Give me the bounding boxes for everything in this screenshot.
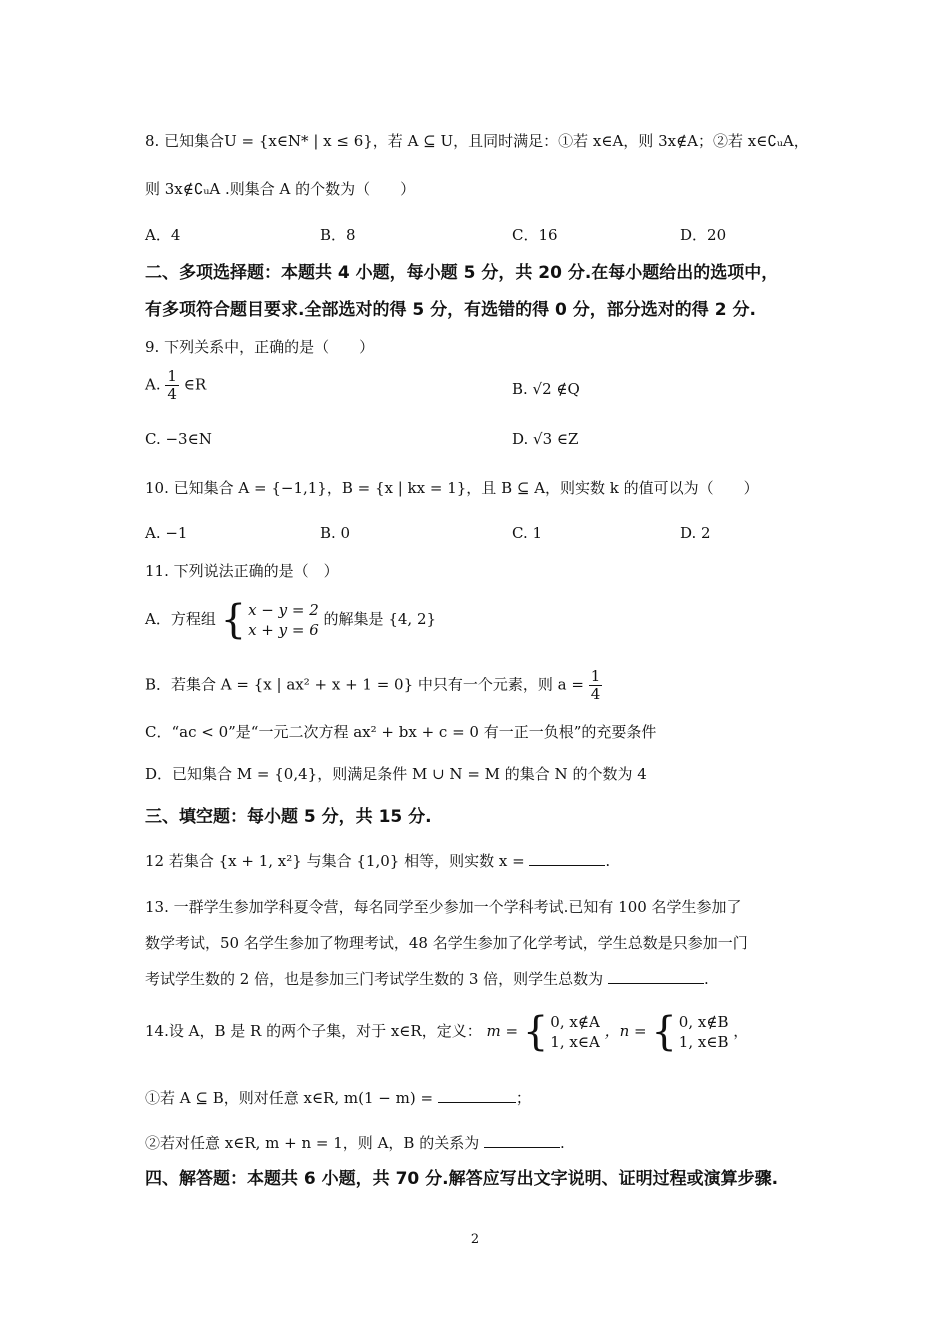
q9-option-d: D. √3 ∈Z bbox=[512, 430, 579, 448]
q9-option-c: C. −3∈N bbox=[145, 430, 212, 448]
q9-stem: 9. 下列关系中，正确的是（ ） bbox=[145, 338, 375, 356]
q11-option-b bbox=[145, 668, 602, 703]
page-number: 2 bbox=[470, 1232, 480, 1247]
q13-line3 bbox=[145, 968, 709, 990]
q9-option-a-label: A. bbox=[145, 375, 161, 394]
q14-m-definition: { 0, x∉A 1, x∈A bbox=[522, 1009, 600, 1055]
q13-line2: 数学考试，50 名学生参加了物理考试，48 名学生参加了化学考试，学生总数是只参加一门 bbox=[145, 934, 748, 952]
q9-option-a bbox=[145, 368, 206, 403]
q12-period: . bbox=[605, 852, 611, 870]
q10-option-b: B. 0 bbox=[320, 524, 351, 542]
q11-option-a-prefix: A．方程组 bbox=[145, 610, 216, 628]
q11-option-b-text: B．若集合 A = {x | ax² + x + 1 = 0} 中只有一个元素，则 a = bbox=[145, 675, 584, 694]
q11-option-a bbox=[145, 597, 437, 643]
q12-answer-blank[interactable] bbox=[529, 851, 605, 866]
q13-line3-text: 考试学生数的 2 倍，也是参加三门考试学生数的 3 倍，则学生总数为 bbox=[145, 970, 604, 988]
q13-period: . bbox=[703, 970, 709, 988]
section2-heading-line1: 二、多项选择题：本题共 4 小题，每小题 5 分，共 20 分.在每小题给出的选项中， bbox=[145, 263, 779, 283]
q8-option-c: C．16 bbox=[512, 226, 558, 244]
q9-fraction-denominator: 4 bbox=[167, 385, 177, 403]
section3-heading: 三、填空题：每小题 5 分，共 15 分. bbox=[145, 807, 432, 827]
section4-heading: 四、解答题：本题共 6 小题，共 70 分.解答应写出文字说明、证明过程或演算步骤. bbox=[145, 1169, 779, 1189]
q11-fraction-numerator: 1 bbox=[590, 667, 601, 685]
q10-option-a: A. −1 bbox=[145, 524, 188, 542]
q14-part2-answer-blank[interactable] bbox=[484, 1133, 560, 1148]
q12-text: 12 若集合 {x + 1, x²} 与集合 {1,0} 相等，则实数 x = bbox=[145, 852, 525, 870]
q11-fraction-denominator: 4 bbox=[590, 685, 601, 703]
q14-n-label: ，n = bbox=[604, 1022, 647, 1040]
q13-answer-blank[interactable] bbox=[608, 969, 704, 984]
q8-option-b: B．8 bbox=[320, 226, 356, 244]
q14-part2-text: ②若对任意 x∈R, m + n = 1，则 A，B 的关系为 bbox=[145, 1134, 480, 1152]
q14-n-row1: 0, x∉B bbox=[678, 1013, 729, 1031]
q8-stem-line1: 8. 已知集合U = {x∈N* | x ≤ 6}，若 A ⊆ U，且同时满足：①若 x∈A，则 3x∉A；②若 x∈∁ᵤA， bbox=[145, 132, 809, 150]
q14-part2-end: . bbox=[559, 1134, 565, 1152]
q11-option-d: D．已知集合 M = {0,4}，则满足条件 M ∪ N = M 的集合 N 的个数为 4 bbox=[145, 765, 647, 783]
q14-part2 bbox=[145, 1132, 565, 1154]
q11-equation-row2: x + y = 6 bbox=[248, 621, 319, 639]
q14-part1 bbox=[145, 1087, 531, 1109]
q9-fraction-numerator: 1 bbox=[167, 367, 177, 385]
q11-equation-row1: x − y = 2 bbox=[248, 601, 319, 619]
q14-n-row2: 1, x∈B bbox=[678, 1033, 729, 1051]
q11-option-a-suffix: 的解集是 {4, 2} bbox=[323, 610, 437, 628]
q14-m-row2: 1, x∈A bbox=[550, 1033, 600, 1051]
q11-stem: 11. 下列说法正确的是（ ） bbox=[145, 562, 339, 580]
q14-end: ， bbox=[733, 1022, 749, 1040]
q11-option-b-fraction bbox=[589, 668, 603, 703]
q14-stem bbox=[145, 1009, 749, 1055]
section2-heading-line2: 有多项符合题目要求.全部选对的得 5 分，有选错的得 0 分，部分选对的得 2 分. bbox=[145, 300, 756, 320]
q14-m-row1: 0, x∉A bbox=[550, 1013, 600, 1031]
q14-n-definition: { 0, x∉B 1, x∈B bbox=[651, 1009, 729, 1055]
q12-stem bbox=[145, 850, 610, 872]
q13-line1: 13. 一群学生参加学科夏令营，每名同学至少参加一个学科考试.已知有 100 名学生参加了 bbox=[145, 898, 742, 916]
q8-option-a: A．4 bbox=[145, 226, 181, 244]
q14-part1-end: ； bbox=[515, 1089, 531, 1107]
q14-m-label: m = bbox=[486, 1022, 519, 1040]
q9-option-a-rest: ∈R bbox=[183, 375, 207, 394]
q8-stem-line2: 则 3x∉∁ᵤA .则集合 A 的个数为（ ） bbox=[145, 180, 416, 198]
q14-part1-answer-blank[interactable] bbox=[438, 1088, 516, 1103]
q8-option-d: D．20 bbox=[680, 226, 727, 244]
q9-option-a-fraction bbox=[165, 368, 179, 403]
q9-option-b: B. √2 ∉Q bbox=[512, 380, 580, 398]
q10-option-c: C. 1 bbox=[512, 524, 543, 542]
q14-text: 14.设 A，B 是 R 的两个子集，对于 x∈R，定义： bbox=[145, 1022, 482, 1040]
q11-equation-system: { x − y = 2 x + y = 6 bbox=[220, 597, 319, 643]
q10-option-d: D. 2 bbox=[680, 524, 711, 542]
q14-part1-text: ①若 A ⊆ B，则对任意 x∈R, m(1 − m) = bbox=[145, 1089, 434, 1107]
q11-option-c: C．“ac < 0”是“一元二次方程 ax² + bx + c = 0 有一正一负根”的充要条件 bbox=[145, 723, 657, 741]
q10-stem: 10. 已知集合 A = {−1,1}，B = {x | kx = 1}，且 B ⊆ A，则实数 k 的值可以为（ ） bbox=[145, 479, 759, 497]
